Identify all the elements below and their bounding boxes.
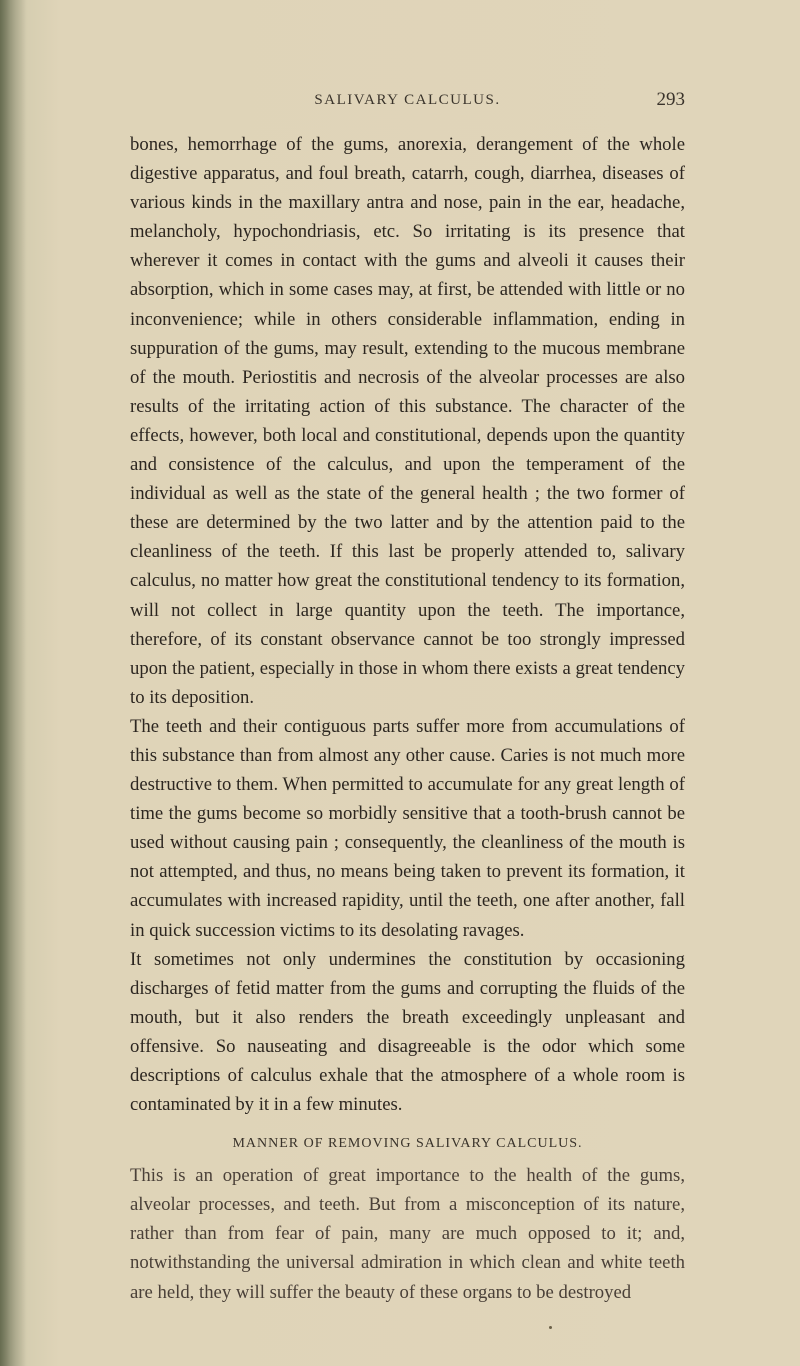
body-text xyxy=(130,130,685,1307)
running-title: SALIVARY CALCULUS. xyxy=(314,92,501,108)
paragraph-constitution: It sometimes not only undermines the constitution by occasioning discharges of fetid matter from the gums and corrupting the fluids of the mouth, but it also renders the breath exceedingly unpleasant and offensive. So nauseating and disagreeable is the odor which some descriptions of calculus exhale that the atmosphere of a whole room is contaminated by it in a few minutes. xyxy=(130,948,685,1116)
page-number: 293 xyxy=(656,89,685,110)
page-gutter-shadow xyxy=(0,0,26,1366)
paragraph-continued: bones, hemorrhage of the gums, anorexia, derangement of the whole digestive apparatus, and foul breath, catarrh, cough, diarrhea, diseases of various kinds in the maxillary antra and nose, pain in the ear, headache, melancholy, hypochondriasis, etc. So irritating is its presence that wherever it comes in contact with the gums and alveoli it causes their absorption, which in some cases may, at first, be attended with little or no inconvenience; while in others considerable inflammation, ending in suppuration of the gums, may result, extending to the mucous membrane of the mouth. Periostitis and necrosis of the alveolar processes are also results of the irritating action of this substance. The character of the effects, however, both local and constitutional, depends upon the quantity and consistence of the calculus, and upon the temperament of the individual as well as the state of the general health ; the two former of these are determined by the two latter and by the attention paid to the cleanliness of the teeth. If this last be properly attended to, salivary calculus, no matter how great the constitutional tendency to its formation, will not collect in large quantity upon the teeth. The importance, therefore, of its constant observance cannot be too strongly impressed upon the patient, especially in those in whom there exists a great tendency to its deposition. xyxy=(130,134,685,708)
paragraph-removal-operation: This is an operation of great importance to the health of the gums, alveolar processes, and teeth. But from a misconception of its nature, rather than from fear of pain, many are much opposed to it; and, notwithstanding the universal admiration in which clean and white teeth are held, they will suffer the beauty of these organs to be destroyed xyxy=(130,1165,685,1303)
running-head xyxy=(130,89,685,116)
paper-speck xyxy=(549,1326,552,1329)
paragraph-accumulations: The teeth and their contiguous parts suffer more from accumulations of this substance than from almost any other cause. Caries is not much more destructive to them. When permitted to accumulate for any great length of time the gums become so morbidly sensitive that a tooth-brush cannot be used without causing pain ; consequently, the cleanliness of the mouth is not attempted, and thus, no means being taken to prevent its formation, it accumulates with increased rapidity, until the teeth, one after another, fall in quick succession victims to its desolating ravages. xyxy=(130,715,685,941)
section-heading: MANNER OF REMOVING SALIVARY CALCULUS. xyxy=(232,1136,583,1152)
